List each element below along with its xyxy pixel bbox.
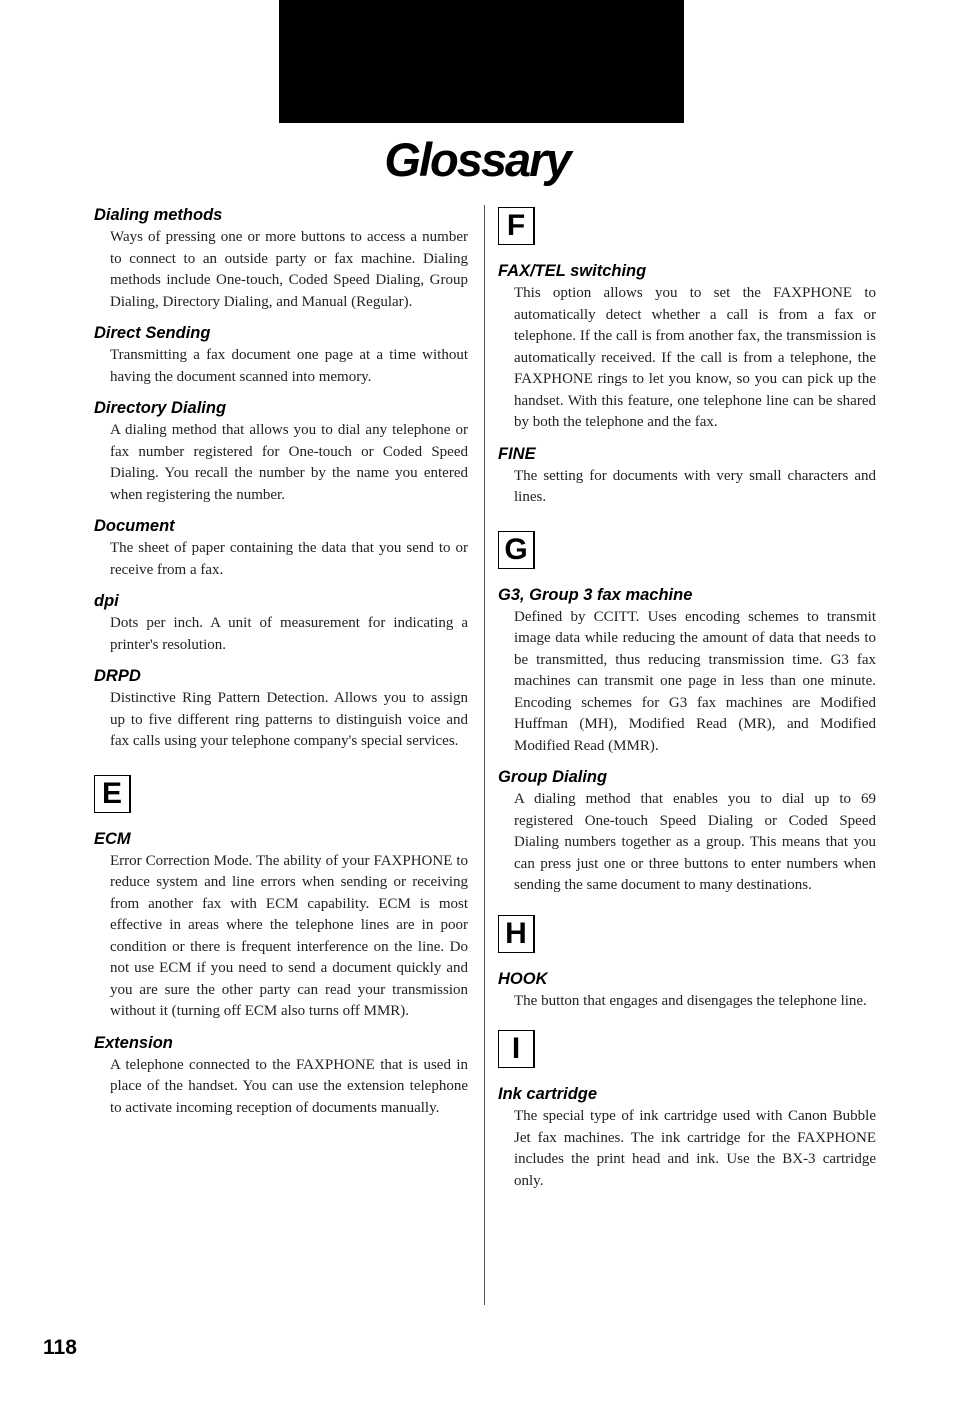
glossary-entry [92,666,468,753]
glossary-term: DRPD [94,667,141,685]
section-letter-i: I [498,1030,535,1068]
glossary-term: G3, Group 3 fax machine [498,585,693,604]
glossary-term: Document [94,517,175,535]
glossary-definition: The button that engages and disengages the telephone line. [514,992,867,1009]
glossary-entry [92,1033,468,1120]
glossary-term: Ink cartridge [498,1085,598,1103]
glossary-definition: Error Correction Mode. The ability of your FAXPHONE to reduce system and line errors when sending or receiving from another fax with ECM capability. ECM is most effective in areas where the telephone lines are in poor condition or there is frequent interference on the line. Do not use ECM if you need to send a document quickly and you are sure the other party can read your transmission without it (turning off ECM also turns off MMR). [110,852,468,1019]
glossary-term: Direct Sending [94,324,211,342]
glossary-entry [496,1084,876,1192]
glossary-definition: The setting for documents with very small characters and lines. [514,467,876,505]
glossary-entry [92,829,468,1023]
glossary-entry [92,516,468,581]
glossary-entry [92,323,468,388]
column-divider [484,205,485,1305]
glossary-definition: A telephone connected to the FAXPHONE that is used in place of the handset. You can use the extension telephone to activate incoming reception of documents manually. [110,1056,468,1116]
header-black-banner [279,0,684,123]
glossary-term: Directory Dialing [94,399,227,417]
glossary-entry [92,205,468,313]
glossary-term: Dialing methods [94,206,223,224]
page-number: 118 [43,1336,77,1359]
left-column [92,205,468,1129]
glossary-term: Extension [94,1033,173,1052]
glossary-definition: Defined by CCITT. Uses encoding schemes to transmit image data while reducing the amount of data that needs to be transmitted, thus reducing transmission time. G3 fax machines can transmit one page in less than one minute. Encoding schemes for G3 fax machines are Modified Huffman (MH), Modified Read (MR), and Modified Modified Read (MMR). [514,608,876,754]
glossary-term: ECM [94,829,131,848]
glossary-definition: Distinctive Ring Pattern Detection. Allows you to assign up to five different ring patterns to distinguish voice and fax calls using your telephone company's special services. [110,690,468,749]
glossary-definition: A dialing method that allows you to dial any telephone or fax number registered for One-touch or Coded Speed Dialing. You recall the number by the name you entered when registering the number. [110,422,468,503]
glossary-entry [496,767,876,897]
glossary-entry [496,969,876,1013]
glossary-term: Group Dialing [498,768,608,786]
section-letter-h: H [498,915,535,953]
glossary-entry [92,591,468,656]
glossary-term: dpi [94,592,119,610]
page-title: Glossary [384,133,570,186]
glossary-term: FAX/TEL switching [498,262,647,280]
section-letter-e: E [94,775,131,813]
section-letter-g: G [498,531,535,569]
glossary-term: FINE [498,444,536,463]
glossary-entry [496,261,876,434]
glossary-entry [92,398,468,506]
glossary-definition: The sheet of paper containing the data that you send to or receive from a fax. [110,540,468,578]
glossary-definition: Ways of pressing one or more buttons to access a number to connect to an outside party or fax machine. Dialing methods include One-touch, Coded Speed Dialing, Group Dialing, Directory Dialing, and Manual (Regular). [110,229,468,310]
glossary-definition: Transmitting a fax document one page at a time without having the document scanned into memory. [110,347,468,385]
glossary-definition: This option allows you to set the FAXPHONE to automatically detect whether a call is from a fax or telephone. If the call is from another fax, the transmission is automatically received. If the call is from a telephone, the FAXPHONE rings to let you know, so you can pick up the handset. With this feature, one telephone line can be shared by both the telephone and the fax. [514,285,876,430]
section-letter-f: F [498,207,535,245]
glossary-entry [496,585,876,758]
glossary-entry [496,444,876,509]
glossary-definition: Dots per inch. A unit of measurement for indicating a printer's resolution. [110,615,468,653]
right-column [496,205,876,1202]
glossary-term: HOOK [498,969,548,988]
glossary-definition: The special type of ink cartridge used with Canon Bubble Jet fax machines. The ink cartridge for the FAXPHONE includes the print head and ink. Use the BX-3 cartridge only. [514,1108,876,1189]
glossary-definition: A dialing method that enables you to dial up to 69 registered One-touch Speed Dialing or Coded Speed Dialing numbers together as a group. This means that you can press just one or three buttons to enter numbers when sending the same document to many destinations. [514,791,876,893]
